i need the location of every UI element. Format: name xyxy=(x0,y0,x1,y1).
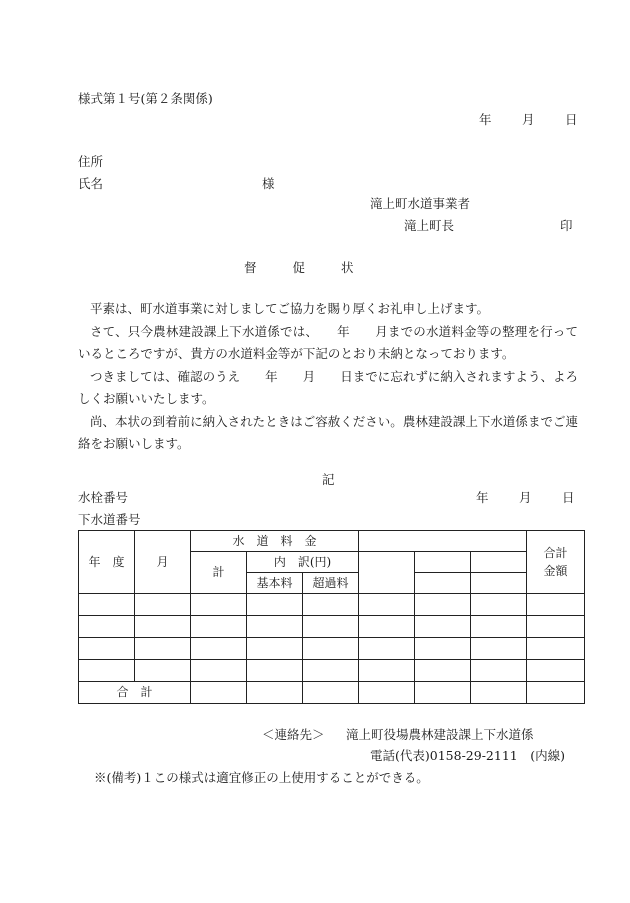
water-fee-header: 水 道 料 金 xyxy=(191,531,359,552)
date-year-label: 年 xyxy=(476,490,489,505)
contact-phone: 電話(代表)0158-29-2111 (内線) xyxy=(370,748,565,763)
table-row xyxy=(79,660,585,682)
sender-title: 滝上町長 xyxy=(404,218,455,233)
excess-fee-header: 超過料 xyxy=(303,573,359,594)
body-text xyxy=(78,298,578,456)
grand-total-header xyxy=(527,531,585,594)
seal-mark: 印 xyxy=(560,218,573,233)
table-row xyxy=(79,616,585,638)
title-char: 状 xyxy=(341,260,354,275)
date-year-label: 年 xyxy=(479,112,492,127)
document-title xyxy=(244,262,354,275)
contact-office: 滝上町役場農林建設課上下水道係 xyxy=(346,727,534,742)
title-char: 促 xyxy=(292,260,306,275)
table-row xyxy=(79,594,585,616)
blank-header xyxy=(415,573,471,594)
body-paragraph-4: 尚、本状の到着前に納入されたときはご容赦ください。農林建設課上下水道係までご連絡をお願いします。 xyxy=(78,413,578,451)
ki-heading: 記 xyxy=(322,472,335,487)
total-row xyxy=(79,682,585,704)
blank-header xyxy=(471,573,527,594)
breakdown-header: 内 訳(円) xyxy=(247,552,359,573)
contact-label: ＜連絡先＞ xyxy=(262,727,325,742)
form-style-number: 様式第１号(第２条関係) xyxy=(78,91,213,106)
address-label: 住所 xyxy=(78,154,104,169)
blank-header xyxy=(415,552,471,573)
body-paragraph-3: つきましては、確認のうえ 年 月 日までに忘れずに納入されますよう、よろしくお願いいたします。 xyxy=(78,368,578,406)
subtotal-header: 計 xyxy=(191,552,247,594)
date-day-label: 日 xyxy=(565,112,578,127)
body-paragraph-2: さて、只今農林建設課上下水道係では、 年 月までの水道料金等の整理を行っているところですが、貴方の水道料金等が下記のとおり未納となっております。 xyxy=(78,323,578,361)
year-header: 年 度 xyxy=(79,531,135,594)
blank-header xyxy=(359,552,415,594)
name-label: 氏名 xyxy=(78,176,104,191)
sender-org: 滝上町水道事業者 xyxy=(370,196,471,211)
date-month-label: 月 xyxy=(522,112,535,127)
water-fee-table xyxy=(78,530,585,704)
date-day-label: 日 xyxy=(562,490,575,505)
date-month-label: 月 xyxy=(519,490,532,505)
body-paragraph-1: 平素は、町水道事業に対しましてご協力を賜り厚くお礼申し上げます。 xyxy=(90,301,490,316)
honorific: 様 xyxy=(262,176,275,191)
blank-header xyxy=(359,531,527,552)
remarks-note: ※(備考)１この様式は適宜修正の上使用することができる。 xyxy=(94,770,429,785)
month-header: 月 xyxy=(135,531,191,594)
title-char: 督 xyxy=(244,260,257,275)
basic-fee-header: 基本料 xyxy=(247,573,303,594)
sewer-number-label: 下水道番号 xyxy=(78,512,141,527)
table-row xyxy=(79,638,585,660)
grand-total-header-line2: 金額 xyxy=(543,564,568,578)
sum-row-label: 合 計 xyxy=(79,682,191,704)
meter-number-label: 水栓番号 xyxy=(78,490,129,505)
grand-total-header-line1: 合計 xyxy=(543,545,568,560)
blank-header xyxy=(471,552,527,573)
